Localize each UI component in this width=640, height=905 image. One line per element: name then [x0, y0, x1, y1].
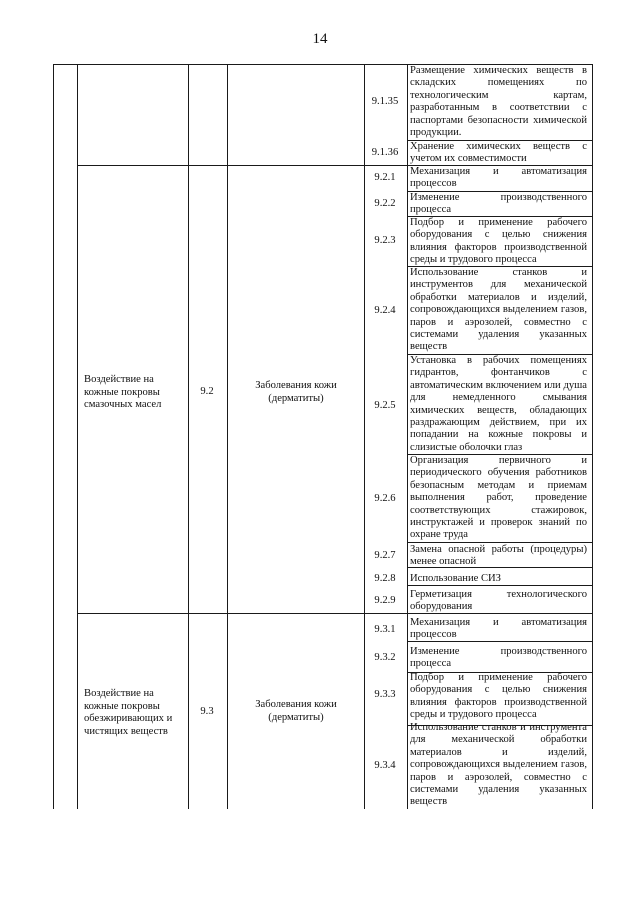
measure-code: 9.2.5: [374, 400, 396, 411]
risk-description: Заболевания кожи (дерматиты): [255, 380, 337, 404]
measure-code: 9.2.1: [374, 172, 396, 183]
column-rule: [364, 64, 365, 809]
table-border-right: [592, 64, 593, 809]
measure-text: Механизация и автоматизация процессов: [410, 617, 587, 641]
column-rule: [407, 64, 408, 809]
column-rule: [77, 64, 78, 809]
page-number: 14: [312, 31, 328, 47]
measure-code: 9.2.9: [374, 595, 396, 606]
measure-text: Организация первичного и периодического обучения работников безопасным методам и приемам выполнения работ, проведение соответствующих стажировок, инструктажей и проверок знаний по охране труда: [410, 455, 587, 541]
measure-text: Использование СИЗ: [410, 573, 501, 584]
measure-code: 9.2.4: [374, 305, 396, 316]
hazard-description: Воздействие на кожные покровы смазочных масел: [84, 374, 162, 410]
measure-code: 9.1.35: [371, 96, 399, 107]
column-rule: [188, 64, 189, 809]
measure-code: 9.2.7: [374, 550, 396, 561]
hazard-description: Воздействие на кожные покровы обезжиривающих и чистящих веществ: [84, 688, 173, 737]
measure-code: 9.2.8: [374, 573, 396, 584]
measure-code: 9.3.3: [374, 689, 396, 700]
measure-text: Использование станков и инструмента для механической обработки материалов и изделий, сопровождающихся выделением газов, паров и аэрозолей, совместно с системами удаления указанных веществ: [410, 722, 587, 808]
measure-text: Использование станков и инструментов для механической обработки материалов и изделий, сопровождающихся выделением газов, паров и аэрозолей, совместно с системами удаления указанных веществ: [410, 267, 587, 353]
measure-code: 9.3.1: [374, 624, 396, 635]
measure-code: 9.2.6: [374, 493, 396, 504]
measure-text: Подбор и применение рабочего оборудования с целью снижения влияния факторов производственной среды и трудового процесса: [410, 672, 587, 721]
measure-text: Изменение производственного процесса: [410, 646, 587, 670]
column-rule: [227, 64, 228, 809]
measure-text: Хранение химических веществ с учетом их совместимости: [410, 141, 587, 165]
measure-code: 9.2.3: [374, 235, 396, 246]
measure-text: Установка в рабочих помещениях гидрантов, фонтанчиков с автоматическим включением или душа для немедленного смывания химических веществ, обладающих раздражающим действием, при их попадании на кожные покровы и слизистые оболочки глаз: [410, 355, 587, 453]
risk-description: Заболевания кожи (дерматиты): [255, 699, 337, 723]
measure-text: Герметизация технологического оборудования: [410, 589, 587, 613]
measure-code: 9.3.4: [374, 760, 396, 771]
hazard-code: 9.2: [200, 386, 214, 397]
measure-code: 9.3.2: [374, 652, 396, 663]
measure-code: 9.1.36: [371, 147, 399, 158]
measure-text: Механизация и автоматизация процессов: [410, 166, 587, 190]
row-separator: [407, 542, 593, 543]
table-border-left: [53, 64, 54, 809]
measure-text: Размещение химических веществ в складских помещениях по технологическим картам, разработанным в соответствии с паспортами безопасности химической продукции.: [410, 65, 587, 138]
measure-text: Изменение производственного процесса: [410, 192, 587, 216]
measure-text: Подбор и применение рабочего оборудования с целью снижения влияния факторов производственной среды и трудового процесса: [410, 217, 587, 266]
measure-text: Замена опасной работы (процедуры) менее опасной: [410, 544, 587, 568]
measure-code: 9.2.2: [374, 198, 396, 209]
hazard-code: 9.3: [200, 706, 214, 717]
